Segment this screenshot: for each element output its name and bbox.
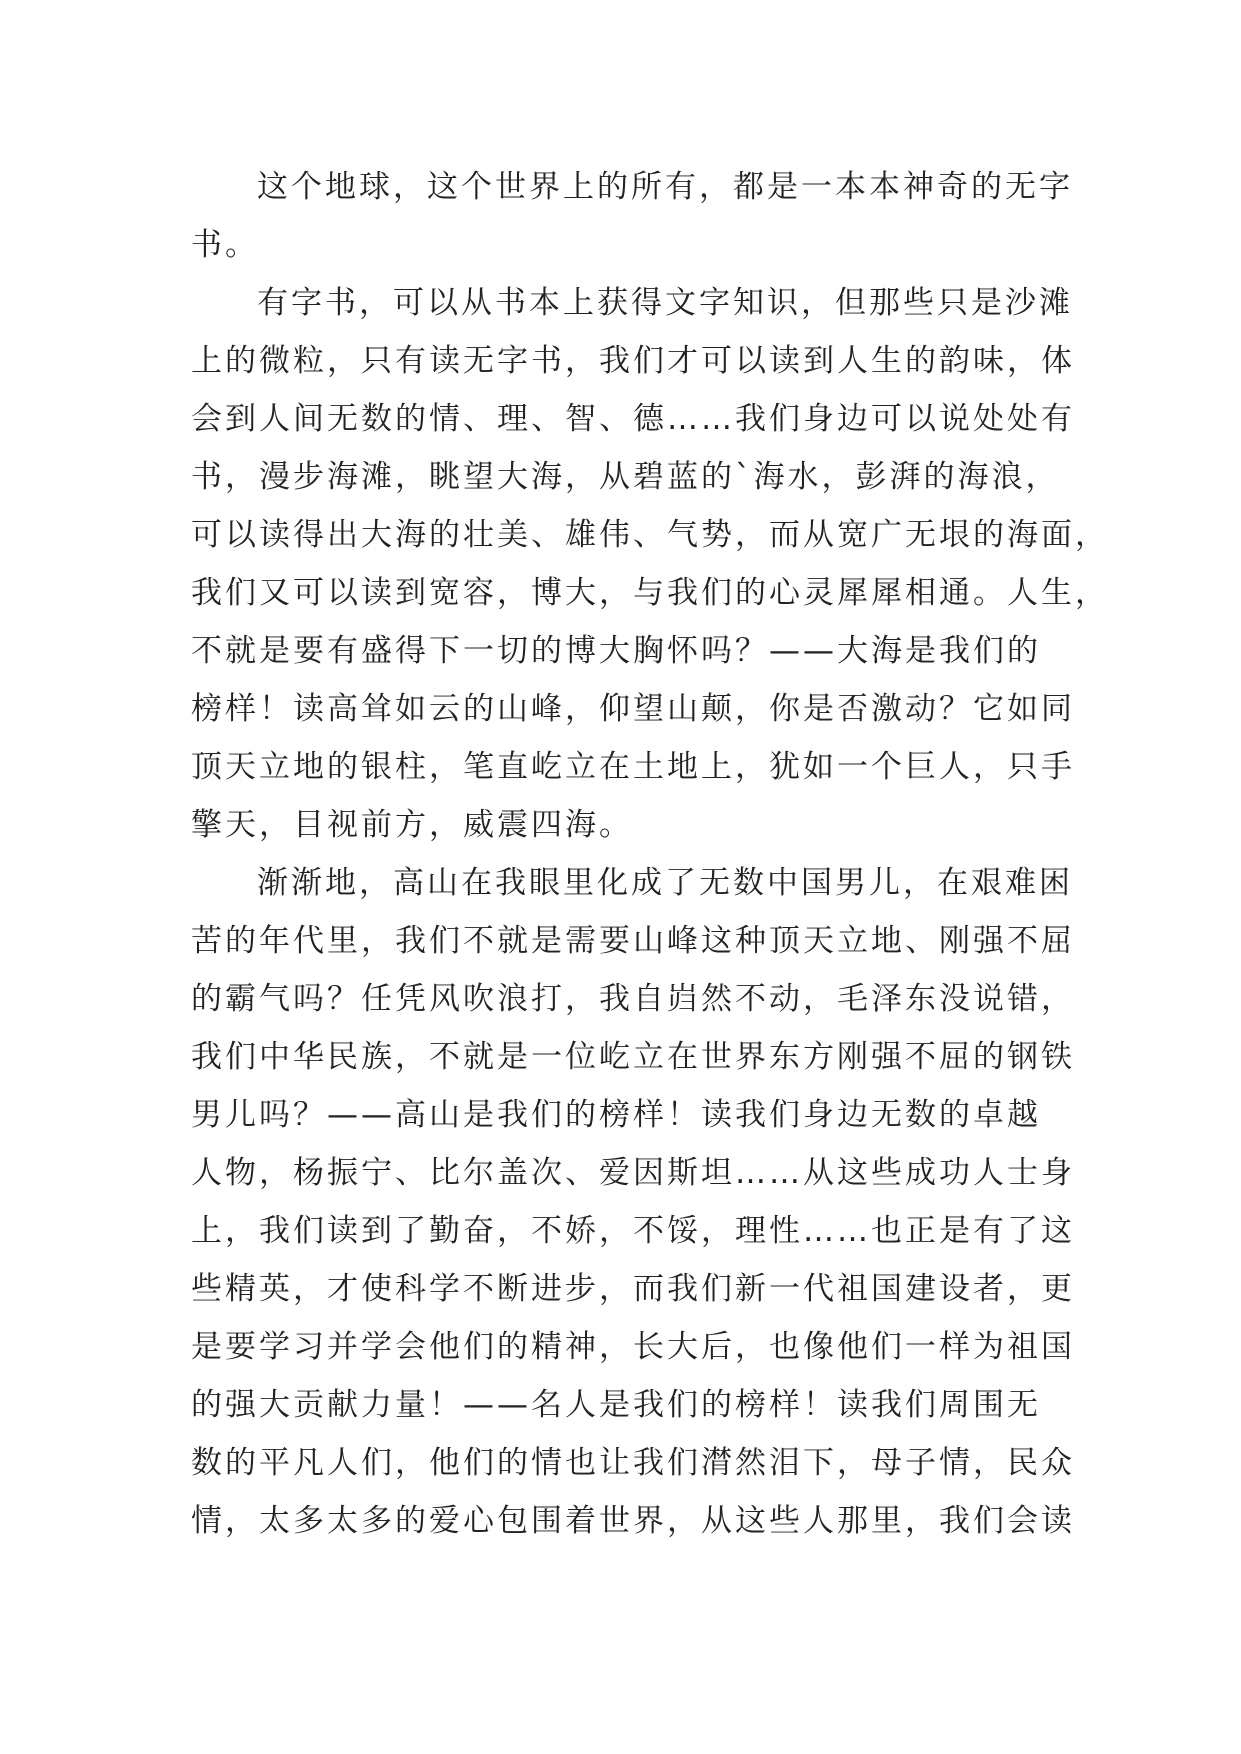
text-line: 会到人间无数的情、理、智、德……我们身边可以说处处有 [191, 401, 1075, 437]
text-line: 渐渐地，高山在我眼里化成了无数中国男儿，在艰难困 [257, 865, 1073, 901]
text-line: 书。 [191, 227, 259, 263]
text-line: 上的微粒，只有读无字书，我们才可以读到人生的韵味，体 [191, 343, 1075, 379]
text-line: 是要学习并学会他们的精神，长大后，也像他们一样为祖国 [191, 1329, 1075, 1365]
text-line: 我们又可以读到宽容，博大，与我们的心灵犀犀相通。人生， [191, 575, 1109, 611]
text-line: 的强大贡献力量！——名人是我们的榜样！读我们周围无 [191, 1387, 1041, 1423]
text-line: 有字书，可以从书本上获得文字知识，但那些只是沙滩 [257, 285, 1073, 321]
text-line: 不就是要有盛得下一切的博大胸怀吗？——大海是我们的 [191, 633, 1041, 669]
text-line: 顶天立地的银柱，笔直屹立在土地上，犹如一个巨人，只手 [191, 749, 1075, 785]
text-line: 书，漫步海滩，眺望大海，从碧蓝的`海水，彭湃的海浪， [191, 459, 1060, 495]
text-line: 可以读得出大海的壮美、雄伟、气势，而从宽广无垠的海面， [191, 517, 1109, 553]
text-line: 我们中华民族，不就是一位屹立在世界东方刚强不屈的钢铁 [191, 1039, 1075, 1075]
text-line: 些精英，才使科学不断进步，而我们新一代祖国建设者，更 [191, 1271, 1075, 1307]
text-line: 擎天，目视前方，威震四海。 [191, 807, 633, 843]
text-line: 这个地球，这个世界上的所有，都是一本本神奇的无字 [257, 169, 1073, 205]
text-line: 的霸气吗？任凭风吹浪打，我自岿然不动，毛泽东没说错， [191, 981, 1075, 1017]
text-line: 男儿吗？——高山是我们的榜样！读我们身边无数的卓越 [191, 1097, 1041, 1133]
text-line: 上，我们读到了勤奋，不娇，不馁，理性……也正是有了这 [191, 1213, 1075, 1249]
text-line: 情，太多太多的爱心包围着世界，从这些人那里，我们会读 [191, 1503, 1075, 1539]
body-text [191, 158, 1109, 1550]
text-line: 榜样！读高耸如云的山峰，仰望山颠，你是否激动？它如同 [191, 691, 1075, 727]
text-line: 人物，杨振宁、比尔盖次、爱因斯坦……从这些成功人士身 [191, 1155, 1075, 1191]
text-line: 苦的年代里，我们不就是需要山峰这种顶天立地、刚强不屈 [191, 923, 1075, 959]
text-line: 数的平凡人们，他们的情也让我们潸然泪下，母子情，民众 [191, 1445, 1075, 1481]
